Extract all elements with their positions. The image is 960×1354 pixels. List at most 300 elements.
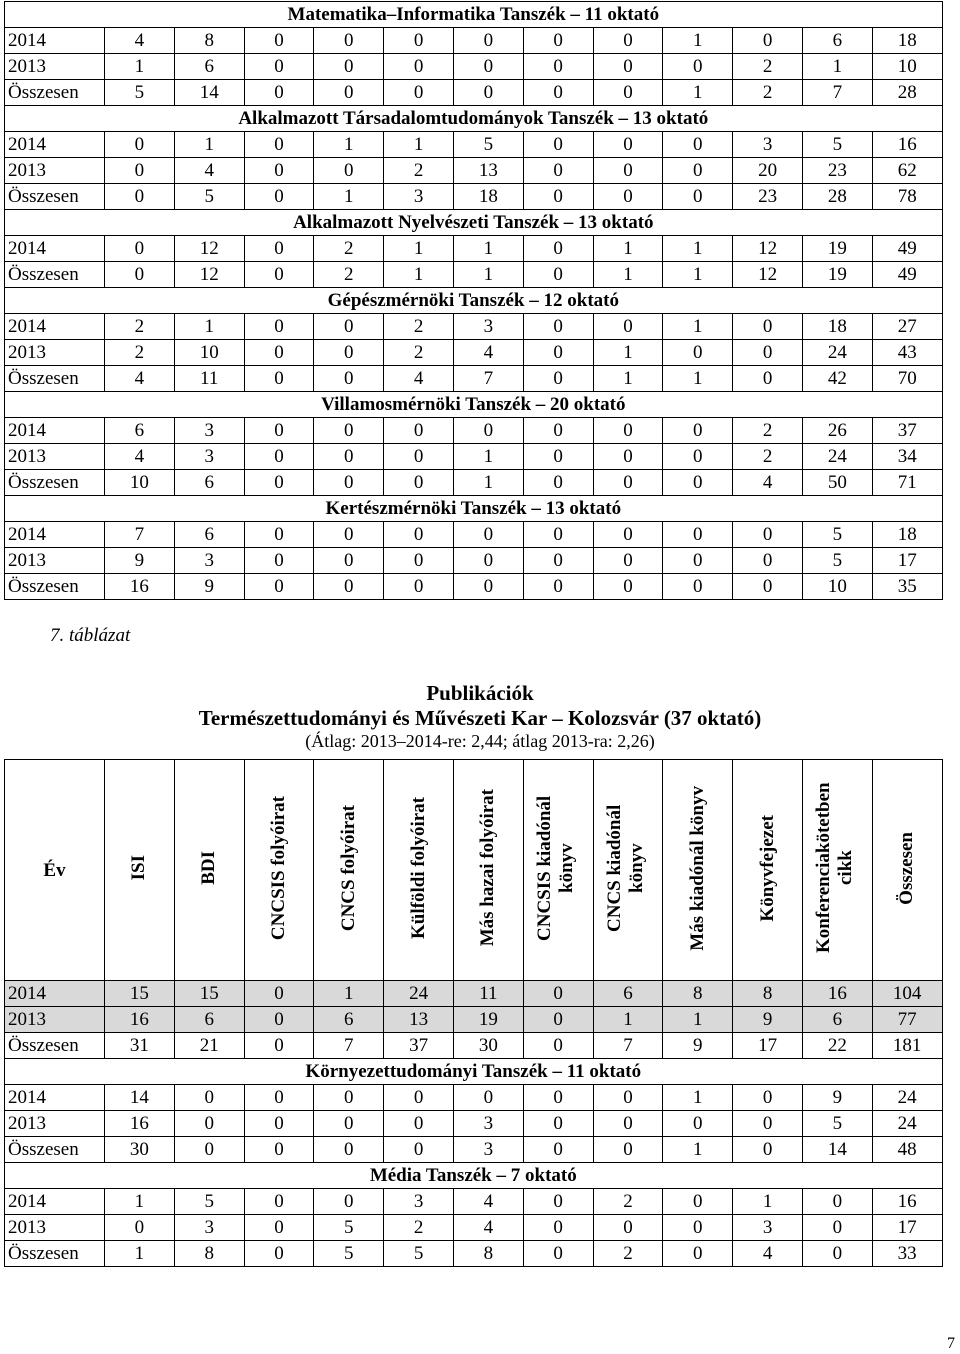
table-cell: 9 [733,1007,803,1033]
table-cell: 1 [453,470,523,496]
table-cell: 1 [314,981,384,1007]
table-cell: 0 [244,444,314,470]
table-cell: 3 [174,418,244,444]
row-label: 2013 [5,1007,105,1033]
table-cell: 3 [384,1189,454,1215]
table-cell: 19 [802,262,872,288]
table-row [5,1215,943,1241]
table-cell: 0 [593,470,663,496]
table-cell: 6 [174,470,244,496]
department-table-top [4,1,943,600]
table-cell: 5 [453,132,523,158]
table-row [5,132,943,158]
table-cell: 18 [802,314,872,340]
table-cell: 7 [802,80,872,106]
table-cell: 1 [593,1007,663,1033]
table-cell: 23 [733,184,803,210]
table-cell: 5 [802,1111,872,1137]
table-cell: 28 [872,80,942,106]
department-table-top-body [5,2,943,600]
publications-heading [0,681,960,751]
table-cell: 181 [872,1033,942,1059]
table-cell: 0 [244,314,314,340]
table-cell: 1 [384,236,454,262]
table-cell: 0 [314,1189,384,1215]
table-cell: 0 [523,1189,593,1215]
table-cell: 8 [733,981,803,1007]
table-cell: 24 [872,1111,942,1137]
table-cell: 2 [384,314,454,340]
table-cell: 37 [872,418,942,444]
table-cell: 1 [384,262,454,288]
table-cell: 6 [174,54,244,80]
table-cell: 13 [384,1007,454,1033]
table-cell: 0 [384,80,454,106]
table-cell: 0 [733,522,803,548]
table-cell: 16 [105,574,175,600]
table-cell: 8 [663,981,733,1007]
table-cell: 7 [105,522,175,548]
table-cell: 24 [802,444,872,470]
table-cell: 4 [174,158,244,184]
table-cell: 0 [593,314,663,340]
table-cell: 10 [105,470,175,496]
table-cell: 0 [244,236,314,262]
table-cell: 37 [384,1033,454,1059]
table-cell: 2 [105,314,175,340]
table-cell: 0 [523,80,593,106]
section-header-row [5,496,943,522]
table-cell: 16 [105,1111,175,1137]
table-cell: 4 [105,366,175,392]
table-cell: 24 [384,981,454,1007]
publications-table [4,759,943,1267]
table-cell: 21 [174,1033,244,1059]
table-cell: 0 [593,28,663,54]
table-cell: 4 [453,1215,523,1241]
table-cell: 1 [663,314,733,340]
table-cell: 0 [523,981,593,1007]
table-cell: 0 [593,1215,663,1241]
table-cell: 0 [802,1241,872,1267]
table-cell: 0 [314,314,384,340]
table-cell: 0 [523,340,593,366]
section-title: Környezettudományi Tanszék – 11 oktató [5,1059,943,1085]
row-label: 2014 [5,314,105,340]
table-cell: 3 [453,1137,523,1163]
table-caption: 7. táblázat [50,625,131,646]
table-cell: 0 [384,28,454,54]
table-cell: 0 [314,548,384,574]
table-row [5,470,943,496]
row-label: Összesen [5,574,105,600]
table-cell: 5 [314,1241,384,1267]
table-cell: 0 [105,236,175,262]
heading-title: Publikációk [426,681,534,705]
table-cell: 0 [523,522,593,548]
table-cell: 1 [314,132,384,158]
table-cell: 3 [174,1215,244,1241]
table-cell: 62 [872,158,942,184]
table-cell: 5 [174,184,244,210]
table-row [5,54,943,80]
table-cell: 1 [663,28,733,54]
table-cell: 0 [174,1137,244,1163]
table-cell: 2 [733,80,803,106]
table-cell: 0 [384,574,454,600]
table-cell: 10 [174,340,244,366]
table-cell: 0 [314,158,384,184]
table-cell: 0 [523,1111,593,1137]
col-header-isi: ISI [105,760,175,981]
table-cell: 4 [733,470,803,496]
table-cell: 22 [802,1033,872,1059]
table-cell: 1 [663,366,733,392]
table-cell: 0 [244,80,314,106]
table-cell: 0 [523,470,593,496]
row-label: 2014 [5,1085,105,1111]
table-row [5,1007,943,1033]
table-cell: 28 [802,184,872,210]
table-cell: 0 [384,54,454,80]
table-cell: 9 [105,548,175,574]
table-row [5,236,943,262]
table-cell: 0 [593,1085,663,1111]
table-row [5,981,943,1007]
table-cell: 0 [663,522,733,548]
table-cell: 13 [453,158,523,184]
table-cell: 17 [872,548,942,574]
table-cell: 1 [105,1189,175,1215]
row-label: Összesen [5,470,105,496]
table-cell: 5 [105,80,175,106]
table-cell: 0 [384,522,454,548]
col-header-mas-kiadonal-konyv: Más kiadónál könyv [663,760,733,981]
table-cell: 0 [244,262,314,288]
table-cell: 30 [453,1033,523,1059]
table-cell: 34 [872,444,942,470]
table-cell: 1 [384,132,454,158]
table-cell: 6 [105,418,175,444]
table-cell: 0 [523,1137,593,1163]
table-cell: 77 [872,1007,942,1033]
table-cell: 1 [593,366,663,392]
row-label: Összesen [5,184,105,210]
table-cell: 3 [733,1215,803,1241]
row-label: 2013 [5,444,105,470]
table-cell: 1 [663,80,733,106]
table-cell: 0 [384,470,454,496]
table-cell: 0 [105,132,175,158]
col-header-cncs-kiadonal-konyv: CNCS kiadónál könyv [593,760,663,981]
row-label: 2014 [5,1189,105,1215]
col-header-cncsis-folyoirat: CNCSIS folyóirat [244,760,314,981]
table-cell: 10 [872,54,942,80]
table-cell: 0 [244,340,314,366]
table-cell: 0 [314,80,384,106]
table-cell: 6 [174,1007,244,1033]
table-cell: 0 [244,1215,314,1241]
table-cell: 0 [523,184,593,210]
table-cell: 0 [105,1215,175,1241]
table-cell: 0 [593,184,663,210]
table-cell: 0 [523,574,593,600]
table-cell: 0 [314,470,384,496]
row-label: Összesen [5,1033,105,1059]
table-row [5,158,943,184]
table-cell: 6 [802,1007,872,1033]
table-cell: 0 [244,574,314,600]
table-cell: 0 [593,522,663,548]
section-header-row [5,1059,943,1085]
table-cell: 14 [105,1085,175,1111]
table-cell: 3 [174,548,244,574]
table-cell: 104 [872,981,942,1007]
row-label: 2014 [5,236,105,262]
table-cell: 19 [802,236,872,262]
row-label: Összesen [5,262,105,288]
table-cell: 0 [733,314,803,340]
table-cell: 0 [314,366,384,392]
table-row [5,574,943,600]
table-cell: 7 [453,366,523,392]
table-cell: 16 [872,132,942,158]
table-cell: 0 [663,184,733,210]
table-cell: 6 [802,28,872,54]
table-cell: 0 [314,1085,384,1111]
table-cell: 0 [733,28,803,54]
table-cell: 43 [872,340,942,366]
table-cell: 0 [523,1033,593,1059]
table-cell: 12 [733,262,803,288]
table-cell: 0 [453,1085,523,1111]
table-cell: 0 [593,80,663,106]
row-label: 2013 [5,1215,105,1241]
table-cell: 0 [523,1241,593,1267]
table-cell: 0 [523,1215,593,1241]
table-row [5,1137,943,1163]
table-row [5,1033,943,1059]
table-cell: 4 [733,1241,803,1267]
table-cell: 0 [314,1111,384,1137]
table-cell: 0 [384,418,454,444]
table-cell: 1 [593,236,663,262]
table-cell: 17 [733,1033,803,1059]
table-cell: 0 [663,158,733,184]
row-label: Összesen [5,1241,105,1267]
table-cell: 0 [314,54,384,80]
row-label: Összesen [5,366,105,392]
table-row [5,28,943,54]
table-cell: 17 [872,1215,942,1241]
table-cell: 0 [663,548,733,574]
table-cell: 0 [733,1111,803,1137]
table-cell: 0 [523,236,593,262]
row-label: 2014 [5,522,105,548]
table-cell: 6 [314,1007,384,1033]
table-cell: 6 [174,522,244,548]
table-cell: 24 [872,1085,942,1111]
table-cell: 78 [872,184,942,210]
table-cell: 0 [663,132,733,158]
table-cell: 0 [733,1085,803,1111]
table-cell: 0 [384,1085,454,1111]
table-cell: 0 [523,28,593,54]
table-cell: 12 [174,262,244,288]
col-header-mas-hazai-folyoirat: Más hazai folyóirat [453,760,523,981]
table-cell: 14 [802,1137,872,1163]
table-cell: 16 [105,1007,175,1033]
table-cell: 0 [314,28,384,54]
table-cell: 18 [453,184,523,210]
row-label: 2013 [5,158,105,184]
table-cell: 6 [593,981,663,1007]
section-title: Kertészmérnöki Tanszék – 13 oktató [5,496,943,522]
table-cell: 0 [244,981,314,1007]
table-cell: 0 [523,418,593,444]
table-cell: 1 [453,262,523,288]
table-cell: 1 [663,1137,733,1163]
table-cell: 5 [802,132,872,158]
table-cell: 8 [453,1241,523,1267]
table-cell: 5 [314,1215,384,1241]
table-cell: 0 [733,574,803,600]
table-cell: 0 [314,522,384,548]
table-cell: 0 [663,470,733,496]
table-cell: 5 [802,522,872,548]
table-cell: 0 [733,548,803,574]
table-cell: 0 [523,1085,593,1111]
table-cell: 3 [453,314,523,340]
table-cell: 0 [244,1007,314,1033]
table-cell: 0 [802,1215,872,1241]
row-label: 2013 [5,1111,105,1137]
row-label: 2014 [5,132,105,158]
table-cell: 0 [593,1111,663,1137]
table-cell: 0 [593,1137,663,1163]
section-title: Alkalmazott Nyelvészeti Tanszék – 13 oktató [5,210,943,236]
table-cell: 20 [733,158,803,184]
col-header-konferenciakotetben-cikk: Konferenciakötetben cikk [802,760,872,981]
table-cell: 48 [872,1137,942,1163]
table-cell: 0 [523,158,593,184]
table-row [5,80,943,106]
col-header-kulfoldi-folyoirat: Külföldi folyóirat [384,760,454,981]
section-title: Média Tanszék – 7 oktató [5,1163,943,1189]
table-cell: 0 [244,1111,314,1137]
table-cell: 0 [244,28,314,54]
table-cell: 12 [733,236,803,262]
table-cell: 0 [523,548,593,574]
table-cell: 0 [244,418,314,444]
table-cell: 1 [663,1007,733,1033]
table-cell: 0 [314,1137,384,1163]
col-header-ev: Év [5,760,105,981]
table-cell: 23 [802,158,872,184]
table-cell: 2 [384,1215,454,1241]
table-cell: 0 [244,470,314,496]
table-cell: 10 [802,574,872,600]
table-cell: 2 [314,262,384,288]
section-header-row [5,392,943,418]
section-title: Villamosmérnöki Tanszék – 20 oktató [5,392,943,418]
table-cell: 1 [663,1085,733,1111]
table-cell: 0 [523,314,593,340]
table-row [5,444,943,470]
table-cell: 0 [453,54,523,80]
table-row [5,1189,943,1215]
table-cell: 8 [174,28,244,54]
table-cell: 2 [314,236,384,262]
table-cell: 1 [105,1241,175,1267]
row-label: 2014 [5,418,105,444]
row-label: 2013 [5,340,105,366]
table-row [5,1241,943,1267]
table-cell: 0 [244,158,314,184]
table-cell: 11 [453,981,523,1007]
table-cell: 0 [733,1137,803,1163]
table-cell: 0 [663,340,733,366]
table-cell: 12 [174,236,244,262]
table-cell: 14 [174,80,244,106]
section-title: Matematika–Informatika Tanszék – 11 oktató [5,2,943,28]
table-cell: 9 [174,574,244,600]
section-title: Alkalmazott Társadalomtudományok Tanszék – 13 oktató [5,106,943,132]
table-cell: 5 [174,1189,244,1215]
table-cell: 4 [384,366,454,392]
table-cell: 15 [174,981,244,1007]
table-cell: 0 [105,184,175,210]
table-cell: 0 [384,1111,454,1137]
table-cell: 70 [872,366,942,392]
table-cell: 3 [733,132,803,158]
table-cell: 0 [663,444,733,470]
table-cell: 0 [314,340,384,366]
table-cell: 2 [384,158,454,184]
table-cell: 30 [105,1137,175,1163]
table-row [5,366,943,392]
table-cell: 24 [802,340,872,366]
section-header-row [5,2,943,28]
table-cell: 0 [453,548,523,574]
table-row [5,340,943,366]
table-cell: 49 [872,262,942,288]
section-title: Gépészmérnöki Tanszék – 12 oktató [5,288,943,314]
table-cell: 42 [802,366,872,392]
table-cell: 4 [105,444,175,470]
table-cell: 5 [802,548,872,574]
table-cell: 1 [663,236,733,262]
table-cell: 0 [453,418,523,444]
table-cell: 8 [174,1241,244,1267]
table-cell: 0 [105,262,175,288]
table-cell: 0 [384,548,454,574]
table-cell: 0 [593,574,663,600]
table-cell: 1 [802,54,872,80]
table-cell: 9 [663,1033,733,1059]
table-cell: 1 [733,1189,803,1215]
table-cell: 0 [453,28,523,54]
table-cell: 0 [314,574,384,600]
table-cell: 7 [314,1033,384,1059]
table-cell: 0 [593,548,663,574]
table-cell: 1 [593,340,663,366]
table-row [5,314,943,340]
table-cell: 0 [105,158,175,184]
col-header-cncsis-kiadonal-konyv: CNCSIS kiadónál könyv [523,760,593,981]
table-row [5,184,943,210]
heading-average: (Átlag: 2013–2014-re: 2,44; átlag 2013-ra: 2,26) [305,731,655,751]
